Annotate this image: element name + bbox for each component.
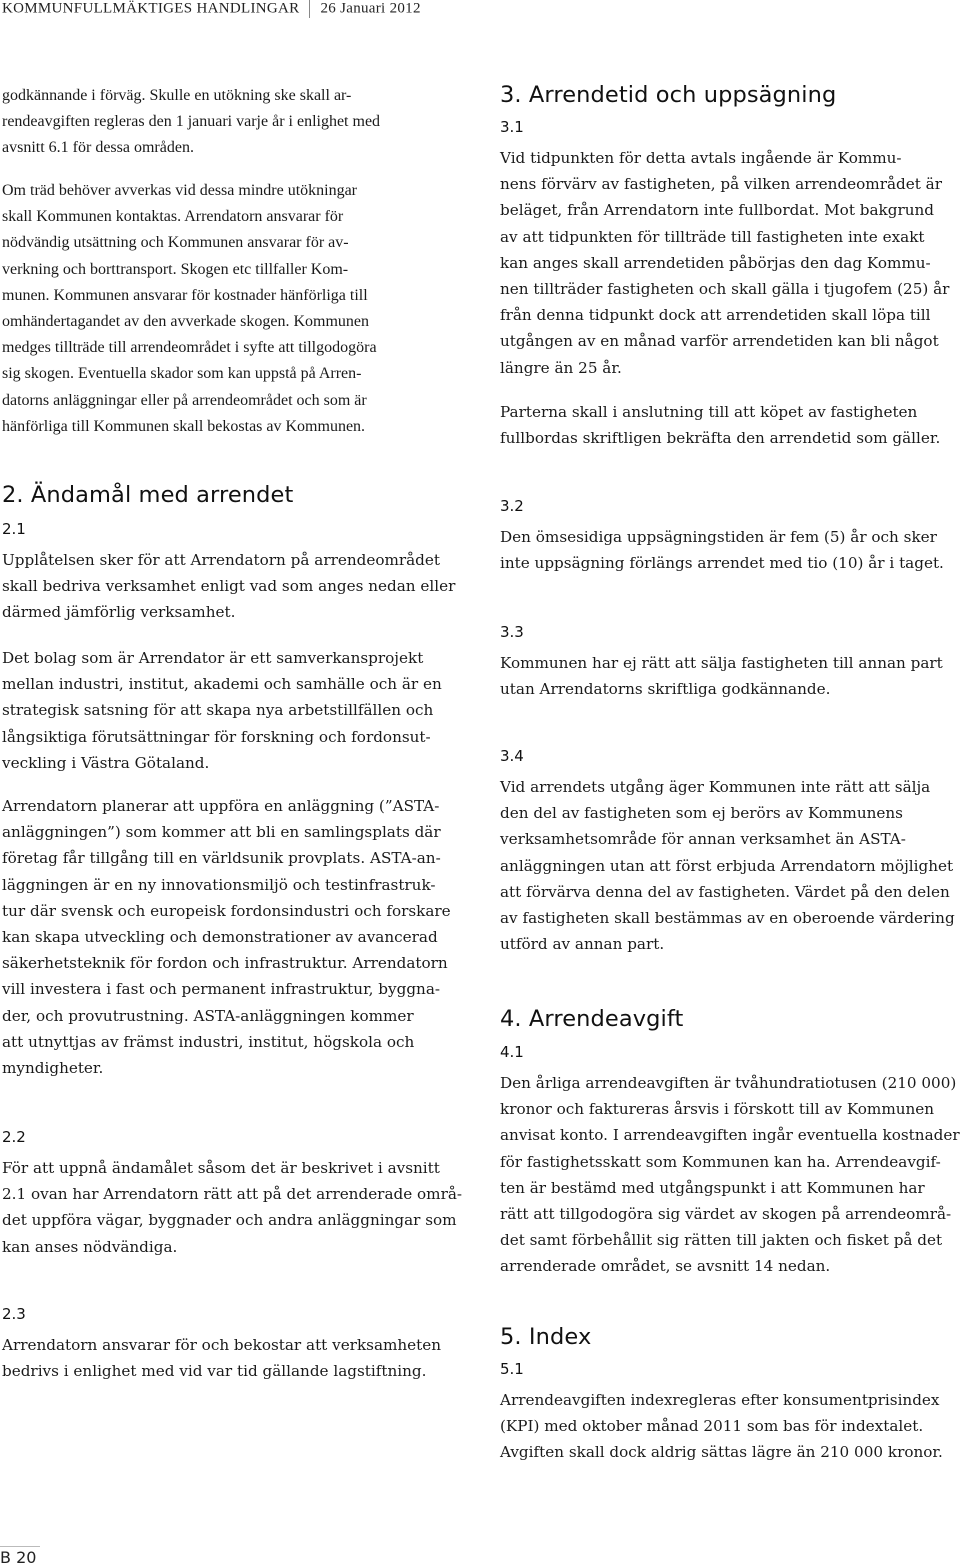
page-number: B 20	[0, 1548, 37, 1567]
paragraph-3-1-b: Parterna skall i anslutning till att köpet av fastigheten fullbordas skriftligen bekräfta den arrendetid som gäller.	[500, 403, 941, 448]
paragraph-2-3: Arrendatorn ansvarar för och bekostar att verksamheten bedrivs i enlighet med vid var tid gällande lagstiftning.	[2, 1336, 442, 1381]
paragraph-5-1: Arrendeavgiften indexregleras efter konsumentprisindex (KPI) med oktober månad 2011 som bas för indextalet. Avgiften skall dock aldrig sättas lägre än 210 000 kronor.	[500, 1391, 943, 1462]
paragraph-3-1-a: Vid tidpunkten för detta avtals ingående är Kommu- nens förvärv av fastigheten, på vilken arrendeområdet är beläget, från Arrendatorn inte fullbordat. Mot bakgrund av att tidpunkten för tillträde till fastigheten inte exakt kan anges skall arrendetiden påbörjas den dag Kommu- nen tillträder fastigheten och skall gälla i tjugofem (25) år från denna tidpunkt dock att arrendetiden skall löpa till utgången av en månad varför arrendetiden kan bli något längre än 25 år.	[500, 149, 950, 377]
section-3-heading: 3. Arrendetid och uppsägning	[500, 82, 837, 108]
paragraph-2-1-b: Det bolag som är Arrendator är ett samverkansprojekt mellan industri, institut, akademi och samhälle och är en strategisk satsning för att skapa nya arbetstillfällen och långsiktiga förutsättningar för forskning och fordonsut- veckling i Västra Götaland.	[2, 649, 442, 772]
running-header	[2, 0, 421, 18]
paragraph-4-1: Den årliga arrendeavgiften är tvåhundratiotusen (210 000) kronor och faktureras årsvis i förskott till av Kommunen anvisat konto. I arrendeavgiften ingår eventuella kostnader för fastighetsskatt som Kommunen kan ha. Arrendeavgif- ten är bestämd med utgångspunkt i att Kommunen har rätt att tillgodogöra sig värdet av skogen på arrendeområ- det samt förbehållit sig rätten till jakten och fisket på det arrenderade området, se avsnitt 14 nedan.	[500, 1074, 960, 1276]
paragraph-3-3: Kommunen har ej rätt att sälja fastigheten till annan part utan Arrendatorns skriftliga godkännande.	[500, 654, 943, 699]
paragraph-intro-2: Om träd behöver avverkas vid dessa mindre utökningar skall Kommunen kontaktas. Arrendatorn ansvarar för nödvändig utsättning och Kommunen ansvarar för av- verkning och borttransport. Skogen etc tillfaller Kom- munen. Kommunen ansvarar för kostnader hänförliga till omhändertagandet av den avverkade skogen. Kommunen medges tillträde till arrendeområdet i syfte att tillgodogöra sig skogen. Eventuella skador som kan uppstå på Arren- datorns anläggningar eller på arrendeområdet och som är hänförliga till Kommunen skall bekostas av Kommunen.	[2, 182, 377, 435]
subsection-5-1-label: 5.1	[500, 1360, 524, 1378]
paragraph-2-2: För att uppnå ändamålet såsom det är beskrivet i avsnitt 2.1 ovan har Arrendatorn rätt att på det arrenderade områ- det uppföra vägar, byggnader och andra anläggningar som kan anses nödvändiga.	[2, 1159, 463, 1256]
header-divider	[309, 0, 310, 18]
footer-rule	[0, 1546, 40, 1547]
subsection-3-2-label: 3.2	[500, 497, 524, 515]
subsection-2-3-label: 2.3	[2, 1305, 26, 1323]
paragraph-2-1-c: Arrendatorn planerar att uppföra en anläggning (”ASTA- anläggningen”) som kommer att bli en samlingsplats där företag får tillgång till en världsunik provplats. ASTA-an- läggningen är en ny innovationsmiljö och testinfrastruk- tur där svensk och europeisk fordonsindustri och forskare kan skapa utveckling och demonstrationer av avancerad säkerhetsteknik för fordon och infrastruktur. Arrendatorn vill investera i fast och permanent infrastruktur, byggna- der, och provutrustning. ASTA-anläggningen kommer att utnyttjas av främst industri, institut, högskola och myndigheter.	[2, 797, 451, 1078]
paragraph-intro-1: godkännande i förväg. Skulle en utökning ske skall ar- rendeavgiften regleras den 1 januari varje år i enlighet med avsnitt 6.1 för dessa områden.	[2, 87, 381, 157]
subsection-2-1-label: 2.1	[2, 520, 26, 538]
subsection-3-3-label: 3.3	[500, 623, 524, 641]
subsection-2-2-label: 2.2	[2, 1128, 26, 1146]
section-5-heading: 5. Index	[500, 1324, 592, 1350]
publication-name: KOMMUNFULLMÄKTIGES HANDLINGAR	[2, 0, 300, 17]
subsection-3-4-label: 3.4	[500, 747, 524, 765]
paragraph-3-4: Vid arrendets utgång äger Kommunen inte rätt att sälja den del av fastigheten som ej berörs av Kommunens verksamhetsområde för annan verksamhet än ASTA- anläggningen utan att först erbjuda Arrendatorn möjlighet att förvärva denna del av fastigheten. Värdet på den delen av fastigheten skall bestämmas av en oberoende värdering utförd av annan part.	[500, 778, 955, 954]
section-2-heading: 2. Ändamål med arrendet	[2, 482, 294, 508]
paragraph-2-1-a: Upplåtelsen sker för att Arrendatorn på arrendeområdet skall bedriva verksamhet enligt vad som anges nedan eller därmed jämförlig verksamhet.	[2, 551, 456, 622]
subsection-3-1-label: 3.1	[500, 118, 524, 136]
subsection-4-1-label: 4.1	[500, 1043, 524, 1061]
publication-date: 26 Januari 2012	[320, 0, 421, 17]
section-4-heading: 4. Arrendeavgift	[500, 1006, 684, 1032]
paragraph-3-2: Den ömsesidiga uppsägningstiden är fem (5) år och sker inte uppsägning förlängs arrendet med tio (10) år i taget.	[500, 528, 944, 573]
